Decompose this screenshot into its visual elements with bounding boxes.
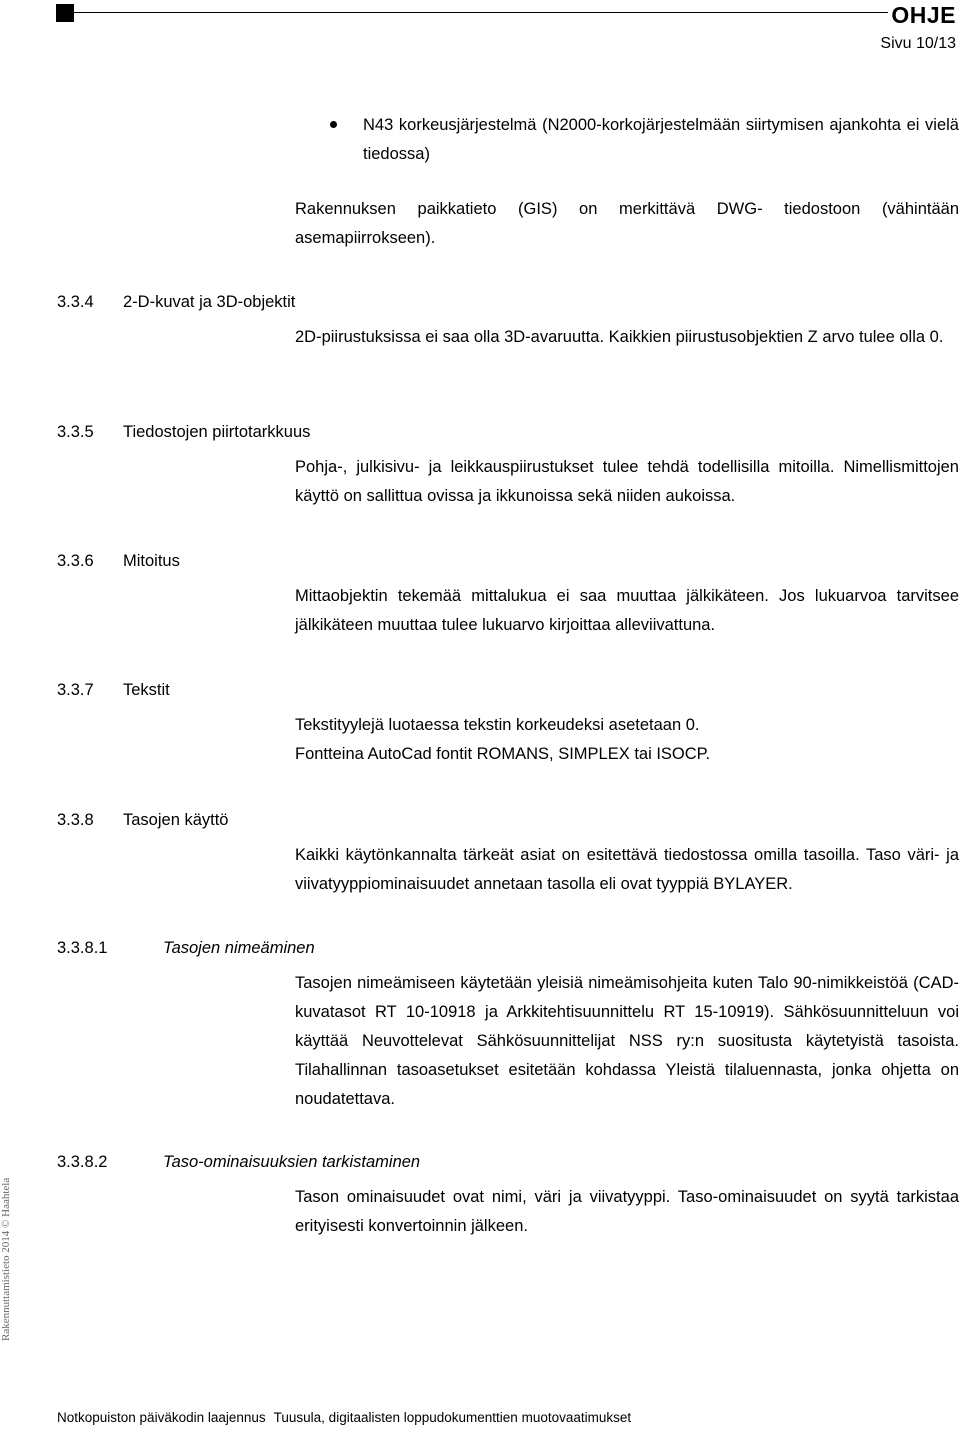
- section-body-335: Pohja-, julkisivu- ja leikkauspiirustukset tulee tehdä todellisilla mitoilla. Nimellismittojen käyttö on sallittua ovissa ja ikkunoissa sekä niiden aukoissa.: [295, 458, 959, 505]
- gis-paragraph: Rakennuksen paikkatieto (GIS) on merkittävä DWG- tiedostoon (vähintään asemapiirrokseen).: [295, 200, 959, 247]
- section-title-337: Tekstit: [123, 681, 170, 699]
- bullet-item-n43: N43 korkeusjärjestelmä (N2000-korkojärjestelmään siirtymisen ajankohta ei vielä tiedossa): [363, 116, 959, 163]
- section-body-336: Mittaobjektin tekemää mittalukua ei saa muuttaa jälkikäteen. Jos lukuarvoa tarvitsee jälkikäteen muuttaa tulee lukuarvo kirjoittaa alleviivattuna.: [295, 587, 959, 634]
- section-body-337-line2: Fontteina AutoCad fontit ROMANS, SIMPLEX tai ISOCP.: [295, 745, 711, 763]
- subsection-title-3381: Tasojen nimeäminen: [163, 939, 315, 957]
- header-rule: [74, 12, 888, 13]
- header-square-mark: [56, 4, 74, 22]
- side-copyright-text: Rakennuttamistieto 2014 © Haahtela: [0, 1177, 12, 1341]
- side-copyright-note: [0, 1163, 14, 1341]
- footer-project: Notkopuiston päiväkodin laajennus: [57, 1410, 266, 1425]
- section-title-338: Tasojen käyttö: [123, 811, 229, 829]
- section-number-336: 3.3.6: [57, 552, 94, 570]
- section-number-334: 3.3.4: [57, 293, 94, 311]
- document-type-title: OHJE: [891, 2, 956, 28]
- subsection-title-3382: Taso-ominaisuuksien tarkistaminen: [163, 1153, 421, 1171]
- bullet-dot-icon: [330, 121, 337, 128]
- section-body-334: 2D-piirustuksissa ei saa olla 3D-avaruutta. Kaikkien piirustusobjektien Z arvo tulee olla 0.: [295, 328, 944, 346]
- subsection-number-3382: 3.3.8.2: [57, 1153, 108, 1171]
- section-body-337-line1: Tekstityylejä luotaessa tekstin korkeudeksi asetetaan 0.: [295, 716, 700, 734]
- section-number-337: 3.3.7: [57, 681, 94, 699]
- section-number-338: 3.3.8: [57, 811, 94, 829]
- section-title-334: 2-D-kuvat ja 3D-objektit: [123, 293, 296, 311]
- page-number: Sivu 10/13: [880, 35, 956, 52]
- section-number-335: 3.3.5: [57, 423, 94, 441]
- footer: [57, 1410, 631, 1425]
- section-title-336: Mitoitus: [123, 552, 180, 570]
- subsection-number-3381: 3.3.8.1: [57, 939, 108, 957]
- section-body-338: Kaikki käytönkannalta tärkeät asiat on esitettävä tiedostossa omilla tasoilla. Taso väri- ja viivatyyppiominaisuudet annetaan tasolla eli ovat tyyppiä BYLAYER.: [295, 846, 959, 893]
- section-title-335: Tiedostojen piirtotarkkuus: [123, 423, 311, 441]
- footer-document: Tuusula, digitaalisten loppudokumenttien muotovaatimukset: [273, 1410, 632, 1425]
- subsection-body-3382: Tason ominaisuudet ovat nimi, väri ja viivatyyppi. Taso-ominaisuudet on syytä tarkistaa erityisesti konvertoinnin jälkeen.: [295, 1188, 959, 1235]
- subsection-body-3381: Tasojen nimeämiseen käytetään yleisiä nimeämisohjeita kuten Talo 90-nimikkeistöä (CAD-kuvatasot RT 10-10918 ja Arkkitehtisuunnittelu RT 15-10919). Sähkösuunnitteluun voi käyttää Neuvottelevat Sähkösuunnittelijat NSS ry:n suositusta käytetyistä tasoista. Tilahallinnan tasoasetukset esitetään kohdassa Yleistä tilaluennasta, jonka ohjetta on noudatettava.: [295, 974, 959, 1108]
